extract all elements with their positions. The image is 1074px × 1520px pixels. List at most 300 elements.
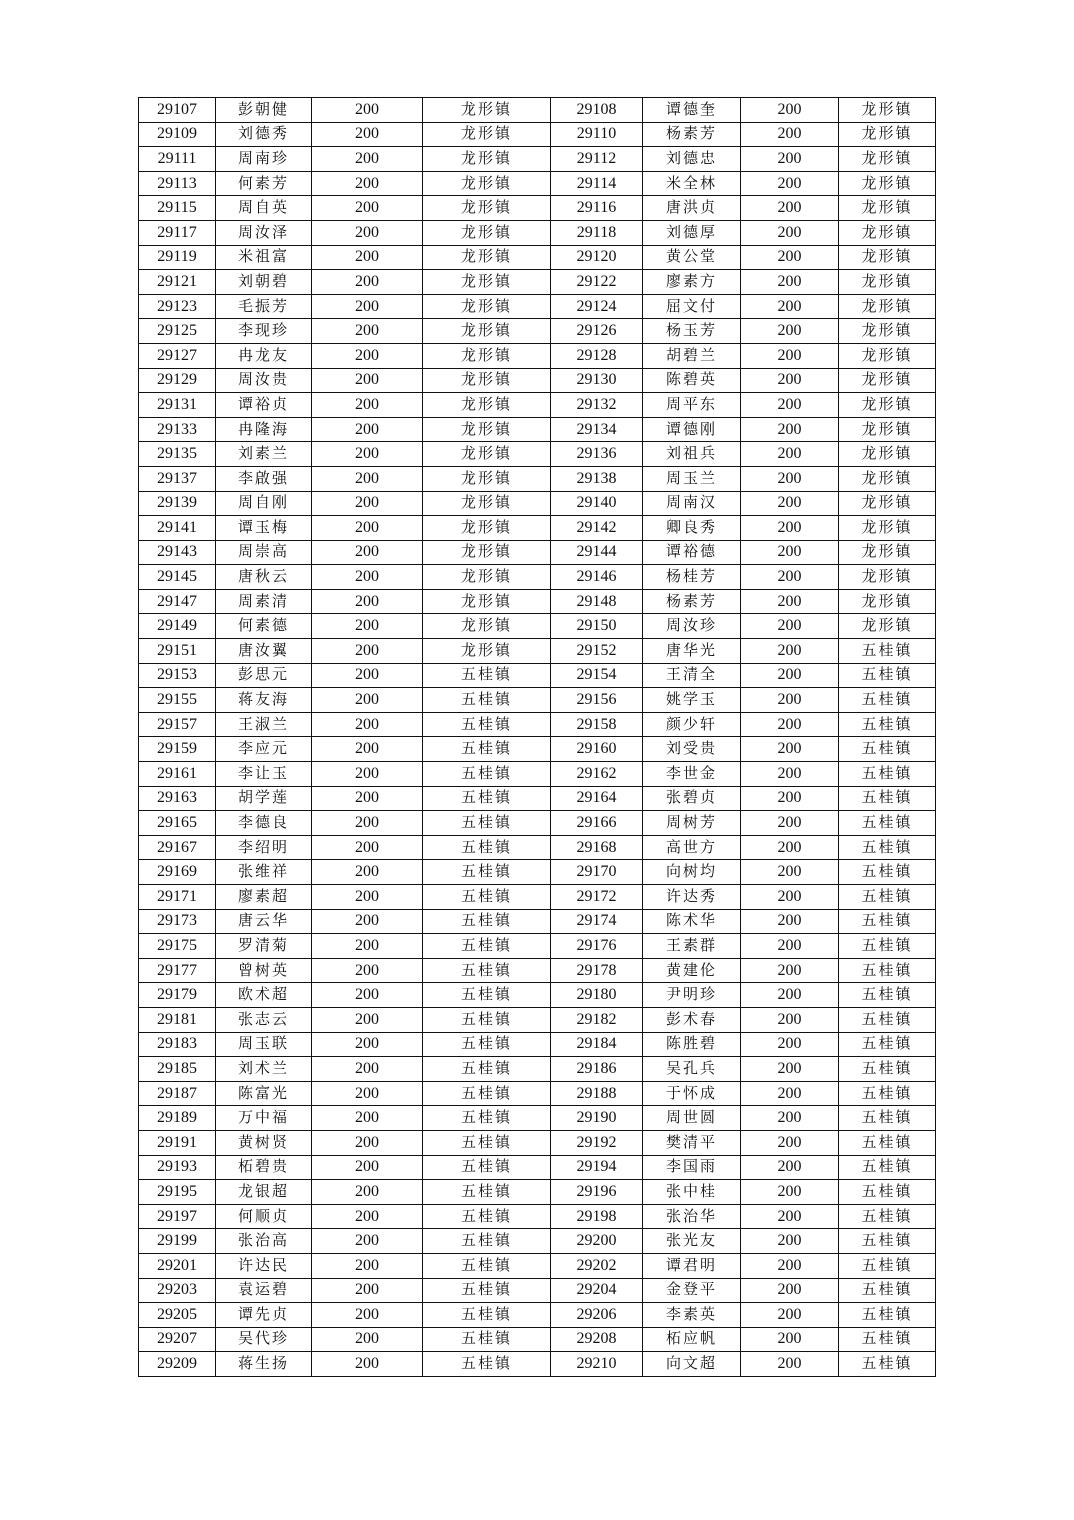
town-cell: 龙形镇 [839, 393, 936, 418]
town-cell: 龙形镇 [839, 417, 936, 442]
person-name-cell: 杨玉芳 [643, 319, 741, 344]
amount-cell: 200 [312, 885, 423, 910]
amount-cell: 200 [741, 245, 839, 270]
town-cell: 龙形镇 [839, 196, 936, 221]
person-name-cell: 谭德奎 [643, 98, 741, 123]
amount-cell: 200 [312, 1352, 423, 1377]
person-name-cell: 袁运碧 [216, 1278, 312, 1303]
town-cell: 五桂镇 [423, 885, 551, 910]
serial-number-cell: 29181 [139, 1007, 216, 1032]
serial-number-cell: 29112 [551, 147, 643, 172]
table-row [139, 1352, 936, 1377]
amount-cell: 200 [312, 466, 423, 491]
person-name-cell: 李啟强 [216, 466, 312, 491]
serial-number-cell: 29141 [139, 516, 216, 541]
serial-number-cell: 29183 [139, 1032, 216, 1057]
serial-number-cell: 29124 [551, 294, 643, 319]
person-name-cell: 李国雨 [643, 1155, 741, 1180]
town-cell: 龙形镇 [423, 98, 551, 123]
town-cell: 五桂镇 [423, 1130, 551, 1155]
table-row [139, 417, 936, 442]
town-cell: 龙形镇 [423, 442, 551, 467]
town-cell: 五桂镇 [839, 885, 936, 910]
serial-number-cell: 29137 [139, 466, 216, 491]
serial-number-cell: 29209 [139, 1352, 216, 1377]
town-cell: 五桂镇 [839, 835, 936, 860]
town-cell: 五桂镇 [839, 1032, 936, 1057]
serial-number-cell: 29133 [139, 417, 216, 442]
serial-number-cell: 29186 [551, 1057, 643, 1082]
person-name-cell: 唐汝翼 [216, 639, 312, 664]
serial-number-cell: 29179 [139, 983, 216, 1008]
town-cell: 五桂镇 [839, 762, 936, 787]
person-name-cell: 王素群 [643, 934, 741, 959]
serial-number-cell: 29200 [551, 1229, 643, 1254]
person-name-cell: 张碧贞 [643, 786, 741, 811]
amount-cell: 200 [741, 589, 839, 614]
person-name-cell: 米祖富 [216, 245, 312, 270]
serial-number-cell: 29127 [139, 343, 216, 368]
serial-number-cell: 29174 [551, 909, 643, 934]
serial-number-cell: 29117 [139, 220, 216, 245]
table-row [139, 1155, 936, 1180]
table-row [139, 442, 936, 467]
town-cell: 五桂镇 [839, 958, 936, 983]
amount-cell: 200 [741, 442, 839, 467]
amount-cell: 200 [312, 762, 423, 787]
person-name-cell: 蒋友海 [216, 688, 312, 713]
person-name-cell: 唐云华 [216, 909, 312, 934]
amount-cell: 200 [312, 1180, 423, 1205]
serial-number-cell: 29157 [139, 712, 216, 737]
person-name-cell: 米全林 [643, 171, 741, 196]
amount-cell: 200 [312, 1327, 423, 1352]
town-cell: 龙形镇 [423, 589, 551, 614]
table-row [139, 639, 936, 664]
town-cell: 龙形镇 [423, 245, 551, 270]
town-cell: 五桂镇 [423, 1106, 551, 1131]
amount-cell: 200 [741, 122, 839, 147]
amount-cell: 200 [741, 786, 839, 811]
amount-cell: 200 [741, 1278, 839, 1303]
serial-number-cell: 29151 [139, 639, 216, 664]
serial-number-cell: 29190 [551, 1106, 643, 1131]
person-name-cell: 周南汉 [643, 491, 741, 516]
serial-number-cell: 29207 [139, 1327, 216, 1352]
serial-number-cell: 29184 [551, 1032, 643, 1057]
table-row [139, 958, 936, 983]
table-row [139, 860, 936, 885]
town-cell: 五桂镇 [423, 1081, 551, 1106]
serial-number-cell: 29203 [139, 1278, 216, 1303]
serial-number-cell: 29126 [551, 319, 643, 344]
amount-cell: 200 [741, 614, 839, 639]
table-row [139, 885, 936, 910]
serial-number-cell: 29156 [551, 688, 643, 713]
town-cell: 五桂镇 [839, 983, 936, 1008]
amount-cell: 200 [741, 1352, 839, 1377]
table-row [139, 540, 936, 565]
serial-number-cell: 29160 [551, 737, 643, 762]
amount-cell: 200 [312, 196, 423, 221]
person-name-cell: 陈胜碧 [643, 1032, 741, 1057]
person-name-cell: 向树均 [643, 860, 741, 885]
town-cell: 五桂镇 [423, 762, 551, 787]
town-cell: 龙形镇 [839, 294, 936, 319]
serial-number-cell: 29155 [139, 688, 216, 713]
person-name-cell: 周玉联 [216, 1032, 312, 1057]
serial-number-cell: 29206 [551, 1303, 643, 1328]
person-name-cell: 周汝珍 [643, 614, 741, 639]
town-cell: 龙形镇 [423, 417, 551, 442]
town-cell: 龙形镇 [839, 466, 936, 491]
serial-number-cell: 29123 [139, 294, 216, 319]
person-name-cell: 屈文付 [643, 294, 741, 319]
amount-cell: 200 [312, 688, 423, 713]
serial-number-cell: 29130 [551, 368, 643, 393]
person-name-cell: 唐秋云 [216, 565, 312, 590]
serial-number-cell: 29122 [551, 270, 643, 295]
table-row [139, 1057, 936, 1082]
town-cell: 龙形镇 [423, 491, 551, 516]
person-name-cell: 张中桂 [643, 1180, 741, 1205]
amount-cell: 200 [312, 1130, 423, 1155]
person-name-cell: 刘朝碧 [216, 270, 312, 295]
person-name-cell: 卿良秀 [643, 516, 741, 541]
amount-cell: 200 [741, 1130, 839, 1155]
amount-cell: 200 [741, 737, 839, 762]
town-cell: 五桂镇 [423, 1352, 551, 1377]
serial-number-cell: 29109 [139, 122, 216, 147]
person-name-cell: 樊清平 [643, 1130, 741, 1155]
table-row [139, 983, 936, 1008]
amount-cell: 200 [312, 811, 423, 836]
amount-cell: 200 [741, 98, 839, 123]
town-cell: 五桂镇 [839, 737, 936, 762]
table-row [139, 319, 936, 344]
serial-number-cell: 29168 [551, 835, 643, 860]
serial-number-cell: 29129 [139, 368, 216, 393]
town-cell: 龙形镇 [839, 319, 936, 344]
amount-cell: 200 [741, 147, 839, 172]
amount-cell: 200 [741, 466, 839, 491]
serial-number-cell: 29128 [551, 343, 643, 368]
amount-cell: 200 [741, 491, 839, 516]
town-cell: 龙形镇 [839, 98, 936, 123]
amount-cell: 200 [312, 98, 423, 123]
town-cell: 龙形镇 [423, 466, 551, 491]
table-row [139, 762, 936, 787]
serial-number-cell: 29111 [139, 147, 216, 172]
amount-cell: 200 [312, 294, 423, 319]
town-cell: 五桂镇 [839, 811, 936, 836]
town-cell: 五桂镇 [839, 1057, 936, 1082]
person-name-cell: 李绍明 [216, 835, 312, 860]
person-name-cell: 吴孔兵 [643, 1057, 741, 1082]
amount-cell: 200 [741, 1032, 839, 1057]
serial-number-cell: 29114 [551, 171, 643, 196]
amount-cell: 200 [312, 1253, 423, 1278]
serial-number-cell: 29115 [139, 196, 216, 221]
amount-cell: 200 [312, 171, 423, 196]
person-name-cell: 刘术兰 [216, 1057, 312, 1082]
amount-cell: 200 [741, 1155, 839, 1180]
amount-cell: 200 [312, 663, 423, 688]
serial-number-cell: 29161 [139, 762, 216, 787]
town-cell: 五桂镇 [839, 712, 936, 737]
serial-number-cell: 29113 [139, 171, 216, 196]
serial-number-cell: 29210 [551, 1352, 643, 1377]
town-cell: 龙形镇 [839, 122, 936, 147]
person-name-cell: 冉龙友 [216, 343, 312, 368]
person-name-cell: 周自英 [216, 196, 312, 221]
town-cell: 五桂镇 [839, 1130, 936, 1155]
person-name-cell: 谭君明 [643, 1253, 741, 1278]
town-cell: 龙形镇 [839, 343, 936, 368]
town-cell: 龙形镇 [839, 614, 936, 639]
person-name-cell: 刘德秀 [216, 122, 312, 147]
person-name-cell: 周南珍 [216, 147, 312, 172]
serial-number-cell: 29144 [551, 540, 643, 565]
person-name-cell: 谭裕贞 [216, 393, 312, 418]
amount-cell: 200 [312, 122, 423, 147]
amount-cell: 200 [312, 417, 423, 442]
amount-cell: 200 [741, 1057, 839, 1082]
amount-cell: 200 [312, 958, 423, 983]
amount-cell: 200 [312, 589, 423, 614]
town-cell: 五桂镇 [839, 1155, 936, 1180]
person-name-cell: 欧术超 [216, 983, 312, 1008]
town-cell: 龙形镇 [839, 220, 936, 245]
amount-cell: 200 [741, 368, 839, 393]
town-cell: 龙形镇 [423, 614, 551, 639]
person-name-cell: 何素芳 [216, 171, 312, 196]
table-row [139, 1303, 936, 1328]
table-row [139, 835, 936, 860]
amount-cell: 200 [741, 1106, 839, 1131]
amount-cell: 200 [312, 147, 423, 172]
serial-number-cell: 29120 [551, 245, 643, 270]
person-name-cell: 黄树贤 [216, 1130, 312, 1155]
person-name-cell: 刘祖兵 [643, 442, 741, 467]
amount-cell: 200 [741, 909, 839, 934]
town-cell: 五桂镇 [839, 860, 936, 885]
town-cell: 五桂镇 [423, 1204, 551, 1229]
serial-number-cell: 29116 [551, 196, 643, 221]
table-row [139, 1106, 936, 1131]
town-cell: 五桂镇 [423, 1278, 551, 1303]
serial-number-cell: 29136 [551, 442, 643, 467]
town-cell: 龙形镇 [423, 294, 551, 319]
person-name-cell: 胡学莲 [216, 786, 312, 811]
amount-cell: 200 [741, 934, 839, 959]
table-row [139, 1327, 936, 1352]
amount-cell: 200 [741, 639, 839, 664]
person-name-cell: 刘德厚 [643, 220, 741, 245]
table-row [139, 220, 936, 245]
person-name-cell: 张志云 [216, 1007, 312, 1032]
table-row [139, 1204, 936, 1229]
amount-cell: 200 [312, 516, 423, 541]
serial-number-cell: 29191 [139, 1130, 216, 1155]
table-row [139, 1130, 936, 1155]
town-cell: 龙形镇 [423, 122, 551, 147]
town-cell: 龙形镇 [839, 171, 936, 196]
person-name-cell: 谭先贞 [216, 1303, 312, 1328]
serial-number-cell: 29153 [139, 663, 216, 688]
serial-number-cell: 29205 [139, 1303, 216, 1328]
amount-cell: 200 [312, 614, 423, 639]
amount-cell: 200 [312, 1155, 423, 1180]
amount-cell: 200 [741, 663, 839, 688]
table-row [139, 1081, 936, 1106]
town-cell: 五桂镇 [423, 1155, 551, 1180]
town-cell: 五桂镇 [839, 1303, 936, 1328]
amount-cell: 200 [312, 442, 423, 467]
person-name-cell: 陈术华 [643, 909, 741, 934]
serial-number-cell: 29121 [139, 270, 216, 295]
table-row [139, 516, 936, 541]
town-cell: 五桂镇 [423, 712, 551, 737]
person-name-cell: 周汝贵 [216, 368, 312, 393]
town-cell: 龙形镇 [839, 589, 936, 614]
person-name-cell: 周玉兰 [643, 466, 741, 491]
town-cell: 龙形镇 [423, 393, 551, 418]
serial-number-cell: 29149 [139, 614, 216, 639]
table-row [139, 98, 936, 123]
town-cell: 五桂镇 [423, 1253, 551, 1278]
amount-cell: 200 [312, 393, 423, 418]
amount-cell: 200 [312, 1007, 423, 1032]
serial-number-cell: 29170 [551, 860, 643, 885]
town-cell: 五桂镇 [423, 811, 551, 836]
person-name-cell: 毛振芳 [216, 294, 312, 319]
person-name-cell: 胡碧兰 [643, 343, 741, 368]
amount-cell: 200 [741, 540, 839, 565]
table-row [139, 934, 936, 959]
table-row [139, 909, 936, 934]
person-name-cell: 吴代珍 [216, 1327, 312, 1352]
table-row [139, 171, 936, 196]
town-cell: 五桂镇 [839, 1352, 936, 1377]
amount-cell: 200 [741, 1253, 839, 1278]
serial-number-cell: 29148 [551, 589, 643, 614]
table-row [139, 1229, 936, 1254]
amount-cell: 200 [312, 639, 423, 664]
town-cell: 五桂镇 [423, 835, 551, 860]
person-name-cell: 谭玉梅 [216, 516, 312, 541]
amount-cell: 200 [312, 1278, 423, 1303]
person-name-cell: 周树芳 [643, 811, 741, 836]
serial-number-cell: 29131 [139, 393, 216, 418]
serial-number-cell: 29201 [139, 1253, 216, 1278]
town-cell: 龙形镇 [423, 270, 551, 295]
serial-number-cell: 29178 [551, 958, 643, 983]
amount-cell: 200 [312, 909, 423, 934]
person-name-cell: 柘碧贵 [216, 1155, 312, 1180]
serial-number-cell: 29154 [551, 663, 643, 688]
town-cell: 龙形镇 [839, 368, 936, 393]
table-row [139, 1032, 936, 1057]
table-row [139, 466, 936, 491]
town-cell: 龙形镇 [839, 442, 936, 467]
amount-cell: 200 [312, 835, 423, 860]
serial-number-cell: 29182 [551, 1007, 643, 1032]
town-cell: 龙形镇 [839, 540, 936, 565]
serial-number-cell: 29138 [551, 466, 643, 491]
person-name-cell: 蒋生扬 [216, 1352, 312, 1377]
serial-number-cell: 29199 [139, 1229, 216, 1254]
person-name-cell: 谭裕德 [643, 540, 741, 565]
amount-cell: 200 [741, 688, 839, 713]
town-cell: 五桂镇 [423, 663, 551, 688]
serial-number-cell: 29198 [551, 1204, 643, 1229]
amount-cell: 200 [312, 1032, 423, 1057]
amount-cell: 200 [312, 786, 423, 811]
serial-number-cell: 29177 [139, 958, 216, 983]
person-name-cell: 陈碧英 [643, 368, 741, 393]
table-row [139, 811, 936, 836]
person-name-cell: 罗清菊 [216, 934, 312, 959]
amount-cell: 200 [312, 737, 423, 762]
town-cell: 五桂镇 [423, 688, 551, 713]
person-name-cell: 陈富光 [216, 1081, 312, 1106]
town-cell: 五桂镇 [839, 663, 936, 688]
serial-number-cell: 29158 [551, 712, 643, 737]
amount-cell: 200 [741, 343, 839, 368]
amount-cell: 200 [312, 1106, 423, 1131]
amount-cell: 200 [741, 393, 839, 418]
person-name-cell: 刘受贵 [643, 737, 741, 762]
town-cell: 五桂镇 [423, 934, 551, 959]
serial-number-cell: 29173 [139, 909, 216, 934]
serial-number-cell: 29194 [551, 1155, 643, 1180]
person-name-cell: 王清全 [643, 663, 741, 688]
amount-cell: 200 [312, 983, 423, 1008]
town-cell: 五桂镇 [839, 1007, 936, 1032]
town-cell: 龙形镇 [839, 565, 936, 590]
serial-number-cell: 29146 [551, 565, 643, 590]
person-name-cell: 唐洪贞 [643, 196, 741, 221]
table-row [139, 1253, 936, 1278]
person-name-cell: 彭朝健 [216, 98, 312, 123]
amount-cell: 200 [741, 762, 839, 787]
person-name-cell: 李素英 [643, 1303, 741, 1328]
amount-cell: 200 [312, 860, 423, 885]
serial-number-cell: 29166 [551, 811, 643, 836]
serial-number-cell: 29164 [551, 786, 643, 811]
town-cell: 五桂镇 [839, 1106, 936, 1131]
town-cell: 五桂镇 [423, 958, 551, 983]
town-cell: 五桂镇 [839, 1180, 936, 1205]
serial-number-cell: 29185 [139, 1057, 216, 1082]
person-name-cell: 唐华光 [643, 639, 741, 664]
town-cell: 五桂镇 [423, 983, 551, 1008]
person-name-cell: 张光友 [643, 1229, 741, 1254]
serial-number-cell: 29159 [139, 737, 216, 762]
serial-number-cell: 29202 [551, 1253, 643, 1278]
table-row [139, 688, 936, 713]
town-cell: 五桂镇 [839, 909, 936, 934]
amount-cell: 200 [741, 171, 839, 196]
table-row [139, 786, 936, 811]
town-cell: 龙形镇 [423, 319, 551, 344]
serial-number-cell: 29134 [551, 417, 643, 442]
serial-number-cell: 29135 [139, 442, 216, 467]
amount-cell: 200 [741, 860, 839, 885]
table-row [139, 737, 936, 762]
person-name-cell: 李现珍 [216, 319, 312, 344]
